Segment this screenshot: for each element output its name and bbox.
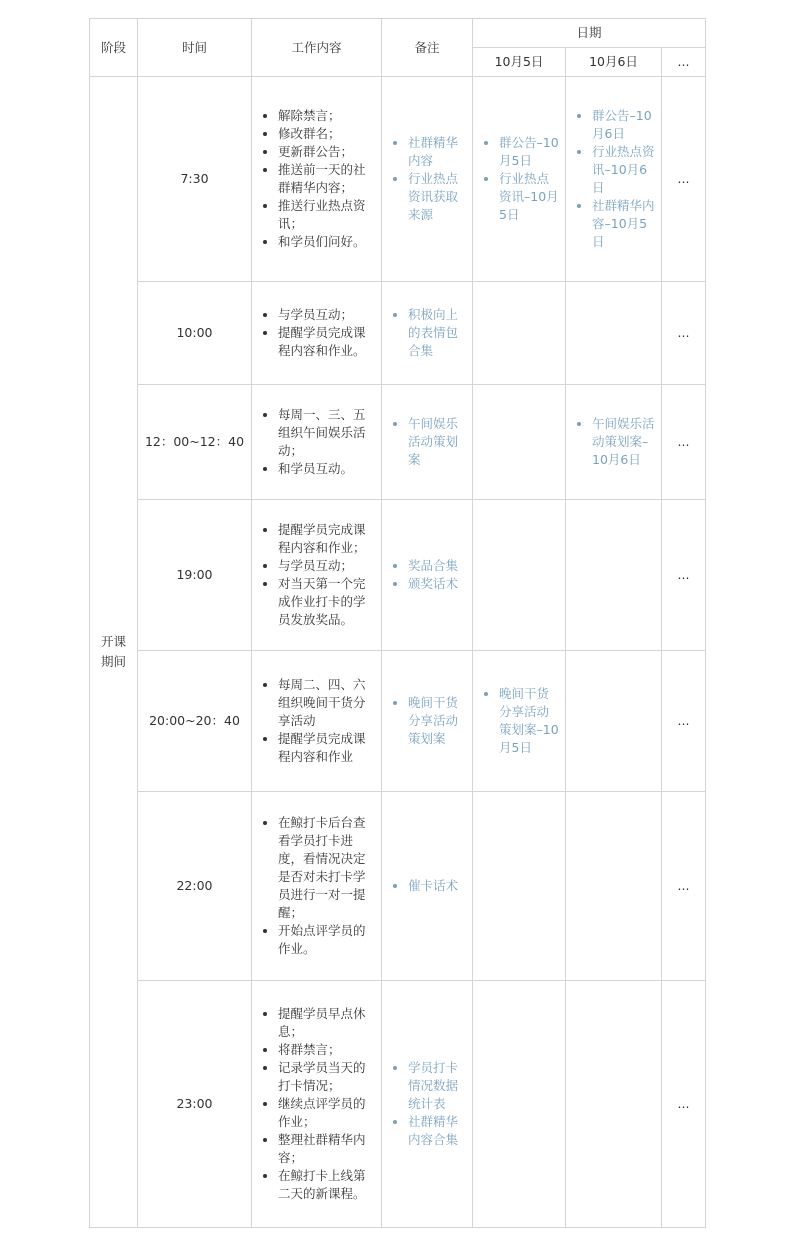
table-row [90, 77, 706, 282]
list-item[interactable]: • 晚间干货分享活动策划案–10月5日 [499, 685, 559, 757]
notes-cell [382, 282, 473, 385]
list-item[interactable]: • 午间娱乐活动策划案 [408, 415, 466, 469]
more-cell: ... [662, 651, 706, 792]
list-item[interactable]: • 群公告–10月6日 [592, 107, 655, 143]
date-oct5-cell-list [473, 134, 565, 224]
list-item[interactable]: • 午间娱乐活动策划案–10月6日 [592, 415, 655, 469]
more-cell: ... [662, 500, 706, 651]
list-item: • 每周一、三、五组织午间娱乐活动； [278, 406, 373, 460]
date-oct6-cell [566, 500, 662, 651]
list-item: • 每周二、四、六组织晚间干货分享活动 [278, 676, 373, 730]
time-cell: 23:00 [138, 981, 252, 1228]
notes-cell-list [382, 694, 472, 748]
time-cell: 20:00~20：40 [138, 651, 252, 792]
notes-cell [382, 981, 473, 1228]
notes-cell [382, 792, 473, 981]
date-oct5-cell-list [473, 685, 565, 757]
list-item: • 与学员互动； [278, 557, 373, 575]
list-item: • 和学员们问好。 [278, 233, 373, 251]
list-item: • 和学员互动。 [278, 460, 373, 478]
work-cell-list [252, 676, 381, 766]
more-cell: ... [662, 77, 706, 282]
list-item: • 开始点评学员的作业。 [278, 922, 373, 958]
list-item: • 推送行业热点资讯； [278, 197, 373, 233]
time-cell: 19:00 [138, 500, 252, 651]
header-date-oct6: 10月6日 [566, 48, 662, 77]
more-cell: ... [662, 385, 706, 500]
time-cell: 22:00 [138, 792, 252, 981]
date-oct6-cell-list [566, 415, 661, 469]
work-cell-list [252, 814, 381, 958]
header-date-more: ... [662, 48, 706, 77]
notes-cell-list [382, 557, 472, 593]
notes-cell-list [382, 1059, 472, 1149]
notes-cell-list [382, 415, 472, 469]
list-item: • 继续点评学员的作业； [278, 1095, 373, 1131]
date-oct5-cell [473, 792, 566, 981]
more-cell: ... [662, 282, 706, 385]
table-row [90, 651, 706, 792]
date-oct5-cell [473, 77, 566, 282]
work-cell [252, 792, 382, 981]
schedule-body [90, 77, 706, 1228]
notes-cell-list [382, 306, 472, 360]
header-date-oct5: 10月5日 [473, 48, 566, 77]
list-item[interactable]: • 行业热点资讯–10月5日 [499, 170, 559, 224]
work-cell [252, 77, 382, 282]
list-item[interactable]: • 学员打卡情况数据统计表 [408, 1059, 466, 1113]
header-notes: 备注 [382, 19, 473, 77]
list-item: • 整理社群精华内容； [278, 1131, 373, 1167]
date-oct6-cell [566, 77, 662, 282]
stage-cell [90, 77, 138, 1228]
work-cell [252, 385, 382, 500]
notes-cell-list [382, 134, 472, 224]
notes-cell-list [382, 877, 472, 895]
date-oct6-cell [566, 385, 662, 500]
list-item: • 将群禁言； [278, 1041, 373, 1059]
date-oct5-cell [473, 385, 566, 500]
list-item: • 与学员互动； [278, 306, 373, 324]
list-item: • 记录学员当天的打卡情况； [278, 1059, 373, 1095]
list-item: • 在鲸打卡后台查看学员打卡进度，看情况决定是否对未打卡学员进行一对一提醒； [278, 814, 373, 922]
header-date: 日期 [473, 19, 706, 48]
work-cell [252, 500, 382, 651]
more-cell: ... [662, 792, 706, 981]
more-cell: ... [662, 981, 706, 1228]
date-oct5-cell [473, 282, 566, 385]
table-row [90, 500, 706, 651]
list-item[interactable]: • 群公告–10月5日 [499, 134, 559, 170]
header-work: 工作内容 [252, 19, 382, 77]
time-cell: 12：00~12：40 [138, 385, 252, 500]
list-item: • 在鲸打卡上线第二天的新课程。 [278, 1167, 373, 1203]
list-item[interactable]: • 晚间干货分享活动策划案 [408, 694, 466, 748]
date-oct5-cell [473, 651, 566, 792]
table-row [90, 385, 706, 500]
list-item[interactable]: • 行业热点资讯获取来源 [408, 170, 466, 224]
time-cell: 10:00 [138, 282, 252, 385]
list-item: • 提醒学员完成课程内容和作业。 [278, 324, 373, 360]
list-item: • 解除禁言； [278, 107, 373, 125]
list-item: • 更新群公告； [278, 143, 373, 161]
list-item[interactable]: • 行业热点资讯–10月6日 [592, 143, 655, 197]
table-row [90, 981, 706, 1228]
list-item[interactable]: • 社群精华内容–10月5日 [592, 197, 655, 251]
work-cell-list [252, 406, 381, 478]
notes-cell [382, 500, 473, 651]
work-cell [252, 282, 382, 385]
work-cell-list [252, 521, 381, 629]
header-stage: 阶段 [90, 19, 138, 77]
list-item: • 提醒学员完成课程内容和作业； [278, 521, 373, 557]
notes-cell [382, 385, 473, 500]
list-item: • 提醒学员完成课程内容和作业 [278, 730, 373, 766]
list-item[interactable]: • 催卡话术 [408, 877, 466, 895]
stage-label-line1: 开课 [100, 634, 126, 649]
work-cell-list [252, 306, 381, 360]
date-oct6-cell [566, 981, 662, 1228]
list-item: • 推送前一天的社群精华内容； [278, 161, 373, 197]
date-oct6-cell [566, 651, 662, 792]
table-row [90, 282, 706, 385]
list-item[interactable]: • 社群精华内容合集 [408, 1113, 466, 1149]
date-oct6-cell [566, 282, 662, 385]
date-oct6-cell-list [566, 107, 661, 251]
list-item[interactable]: • 颁奖话术 [408, 575, 466, 593]
work-cell-list [252, 1005, 381, 1203]
stage-label-line2: 期间 [100, 654, 126, 669]
work-cell-list [252, 107, 381, 251]
work-cell [252, 981, 382, 1228]
time-cell: 7:30 [138, 77, 252, 282]
date-oct5-cell [473, 981, 566, 1228]
schedule-table [89, 18, 706, 1228]
list-item: • 修改群名； [278, 125, 373, 143]
header-time: 时间 [138, 19, 252, 77]
list-item: • 提醒学员早点休息； [278, 1005, 373, 1041]
work-cell [252, 651, 382, 792]
notes-cell [382, 651, 473, 792]
list-item[interactable]: • 奖品合集 [408, 557, 466, 575]
date-oct5-cell [473, 500, 566, 651]
list-item: • 对当天第一个完成作业打卡的学员发放奖品。 [278, 575, 373, 629]
date-oct6-cell [566, 792, 662, 981]
list-item[interactable]: • 社群精华内容 [408, 134, 466, 170]
notes-cell [382, 77, 473, 282]
list-item[interactable]: • 积极向上的表情包合集 [408, 306, 466, 360]
table-row [90, 792, 706, 981]
